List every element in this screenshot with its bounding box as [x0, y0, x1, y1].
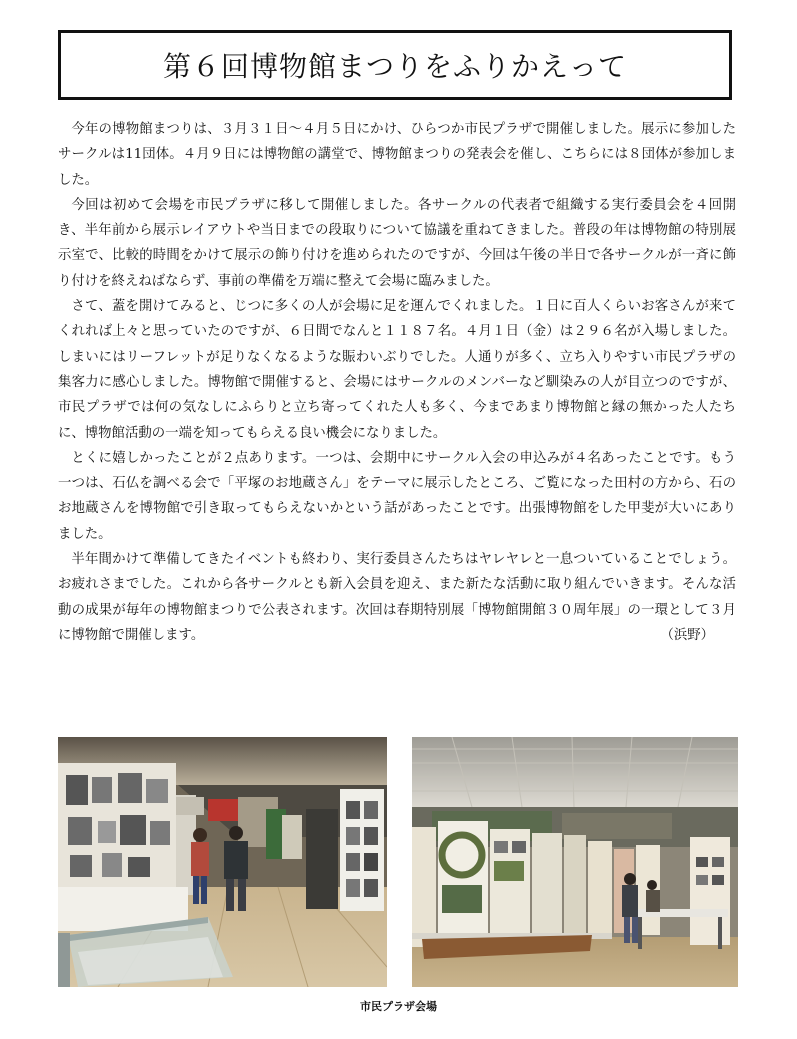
paragraph-4: とくに嬉しかったことが２点あります。一つは、会期中にサークル入会の申込みが４名あったことです。もう一つは、石仏を調べる会で「平塚のお地蔵さん」をテーマに展示したところ、ご覧になった田村の方から、石のお地蔵さんを博物館で引き取ってもらえないかという話があったことです。出張博物館をした甲斐が大いにありました。 [58, 450, 736, 542]
paragraph-3: さて、蓋を開けてみると、じつに多くの人が会場に足を運んでくれました。１日に百人くらいお客さんが来てくれれば上々と思っていたのですが、６日間でなんと１１８７名。４月１日（金）は２９６名が入場しました。しまいにはリーフレットが足りなくなるような賑わいぶりでした。人通りが多く、立ち入りやすい市民プラザの集客力に感心しました。博物館で開催すると、会場にはサークルのメンバーなど馴染みの人が目立つのですが、市民プラザでは何の気なしにふらりと立ち寄ってくれた人も多く、今まであまり博物館と縁の無かった人たちに、博物館活動の一端を知ってもらえる良い機会になりました。 [58, 299, 736, 441]
exhibition-photo-left-image [58, 737, 387, 987]
exhibition-photo-left [58, 737, 387, 987]
photo-caption: 市民プラザ会場 [360, 1000, 437, 1013]
author-signature: （浜野） [660, 627, 714, 643]
page-title: 第６回博物館まつりをふりかえって [162, 50, 627, 83]
paragraph-1: 今年の博物館まつりは、３月３１日～４月５日にかけ、ひらつか市民プラザで開催しました。展示に参加したサークルは11団体。４月９日には博物館の講堂で、博物館まつりの発表会を催し、こちらには８団体が参加しました。 [58, 122, 736, 188]
paragraph-2: 今回は初めて会場を市民プラザに移して開催しました。各サークルの代表者で組織する実行委員会を４回開き、半年前から展示レイアウトや当日までの段取りについて協議を重ねてきました。普段の年は博物館の特別展示室で、比較的時間をかけて展示の飾り付けを進められたのですが、今回は午後の半日で各サークルが一斉に飾り付けを終えねばならず、事前の準備を万端に整えて会場に臨みました。 [58, 197, 736, 289]
exhibition-photo-right-image [412, 737, 738, 987]
paragraph-5-text: 半年間かけて準備してきたイベントも終わり、実行委員さんたちはヤレヤレと一息ついていることでしょう。お疲れさまでした。これから各サークルとも新入会員を迎え、また新たな活動に取り組んでいきます。そんな活動の成果が毎年の博物館まつりで公表されます。次回は春期特別展「博物館開館３０周年展」の一環として３月に博物館で開催します。 [58, 552, 736, 643]
article-body [58, 117, 736, 648]
exhibition-photo-right [412, 737, 738, 987]
paragraph-5 [58, 547, 736, 648]
title-box [58, 30, 732, 100]
